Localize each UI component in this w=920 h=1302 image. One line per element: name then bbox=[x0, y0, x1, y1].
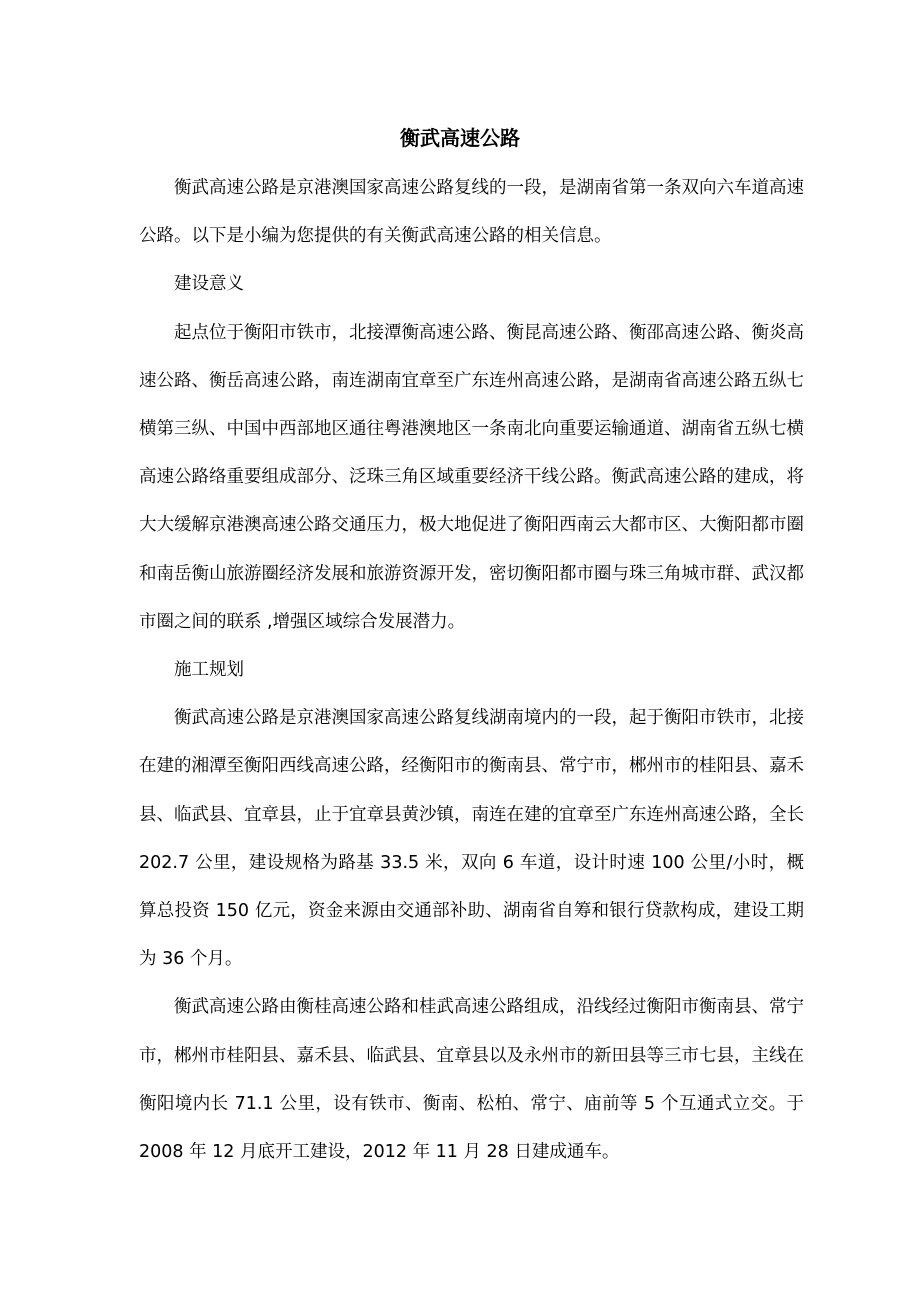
composition-paragraph: 衡武高速公路由衡桂高速公路和桂武高速公路组成，沿线经过衡阳市衡南县、常宁市，郴州市桂阳县、嘉禾县、临武县、宜章县以及永州市的新田县等三市七县，主线在衡阳境内长 71.1 公里，设有铁市、衡南、松柏、常宁、庙前等 5 个互通式立交。于 2008 年 12 月底开工建设，2012 年 11 月 28 日建成通车。 bbox=[139, 997, 804, 1163]
document-title: 衡武高速公路 bbox=[400, 126, 520, 150]
section-heading-significance: 建设意义 bbox=[174, 274, 244, 295]
document-body bbox=[139, 164, 804, 1176]
significance-paragraph: 起点位于衡阳市铁市，北接潭衡高速公路、衡昆高速公路、衡邵高速公路、衡炎高速公路、衡岳高速公路，南连湖南宜章至广东连州高速公路，是湖南省高速公路五纵七横第三纵、中国中西部地区通往粤港澳地区一条南北向重要运输通道、湖南省五纵七横高速公路络重要组成部分、泛珠三角区域重要经济干线公路。衡武高速公路的建成，将大大缓解京港澳高速公路交通压力，极大地促进了衡阳西南云大都市区、大衡阳都市圈和南岳衡山旅游圈经济发展和旅游资源开发，密切衡阳都市圈与珠三角城市群、武汉都市圈之间的联系 ,增强区域综合发展潜力。 bbox=[139, 322, 804, 632]
construction-paragraph: 衡武高速公路是京港澳国家高速公路复线湖南境内的一段，起于衡阳市铁市，北接在建的湘潭至衡阳西线高速公路，经衡阳市的衡南县、常宁市，郴州市的桂阳县、嘉禾县、临武县、宜章县，止于宜章县黄沙镇，南连在建的宜章至广东连州高速公路，全长 202.7 公里，建设规格为路基 33.5 米，双向 6 车道，设计时速 100 公里/小时，概算总投资 150 亿元，资金来源由交通部补助、湖南省自筹和银行贷款构成，建设工期为 36 个月。 bbox=[139, 708, 804, 970]
section-heading-construction: 施工规划 bbox=[174, 660, 244, 681]
intro-paragraph: 衡武高速公路是京港澳国家高速公路复线的一段，是湖南省第一条双向六车道高速公路。以下是小编为您提供的有关衡武高速公路的相关信息。 bbox=[139, 178, 804, 247]
